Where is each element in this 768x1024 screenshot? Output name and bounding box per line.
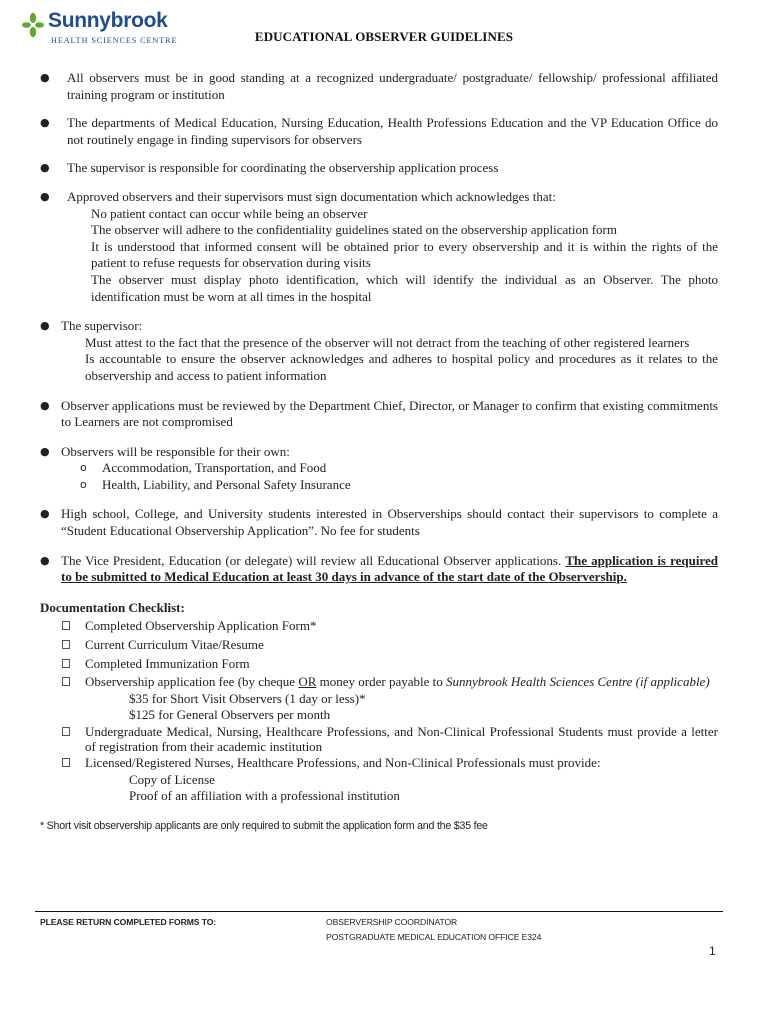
bullet-observer-responsibilities <box>40 444 718 461</box>
acknowledgement-item: No patient contact can occur while being an observer <box>91 205 368 221</box>
footnote: * Short visit observership applicants are only required to submit the application form and the $35 fee <box>40 819 488 832</box>
bullet-icon: ● <box>40 319 50 333</box>
checkbox-icon <box>62 677 70 686</box>
list-item-text: Accommodation, Transportation, and Food <box>102 460 327 476</box>
checklist-item-cv <box>40 637 718 654</box>
checklist-text: Completed Immunization Form <box>85 655 250 671</box>
bullet-text: Observers will be responsible for their own: <box>61 443 290 459</box>
checklist-text: Observership application fee (by cheque <box>85 674 299 690</box>
bullet-approved-observers <box>40 189 718 206</box>
checkbox-icon <box>62 727 70 736</box>
checklist-text: Undergraduate Medical, Nursing, Healthcare Professions, and Non-Clinical Professional Students must provide a letter of registration from their academic institution <box>85 724 718 754</box>
page-number: 1 <box>709 944 716 958</box>
bullet-text: All observers must be in good standing at a recognized undergraduate/ postgraduate/ fellowship/ professional affiliated training program or institution <box>67 70 718 102</box>
return-address <box>326 915 541 945</box>
checklist-item-licensed <box>40 755 718 772</box>
footer-divider <box>35 911 723 912</box>
checkbox-icon <box>62 758 70 767</box>
address-line: POSTGRADUATE MEDICAL EDUCATION OFFICE E324 <box>326 932 542 942</box>
bullet-text: Observer applications must be reviewed by the Department Chief, Director, or Manager to confirm that existing commitments to Learners are not compromised <box>61 397 718 430</box>
return-label: PLEASE RETURN COMPLETED FORMS TO: <box>40 917 217 927</box>
or-emphasis: OR <box>298 674 317 690</box>
license-requirement: Proof of an affiliation with a professional institution <box>129 788 400 804</box>
bullet-text: High school, College, and University students interested in Observerships should contact their supervisors to complete a “Student Educational Observership Application”. No fee for students <box>61 506 718 539</box>
checkbox-icon <box>62 659 70 668</box>
logo-subtitle: HEALTH SCIENCES CENTRE <box>51 36 178 45</box>
responsibility-list <box>40 460 718 493</box>
bullet-icon: ● <box>40 553 50 567</box>
page-title: EDUCATIONAL OBSERVER GUIDELINES <box>254 29 514 44</box>
address-line: OBSERVERSHIP COORDINATOR <box>326 917 458 927</box>
bullet-text: The departments of Medical Education, Nursing Education, Health Professions Education and the VP Education Office do not routinely engage in finding supervisors for observers <box>67 115 718 147</box>
circle-bullet-icon: o <box>80 461 87 475</box>
supervisor-item: Must attest to the fact that the presence of the observer will not detract from the teaching of other registered learners <box>85 334 690 350</box>
checklist-title: Documentation Checklist: <box>40 599 185 615</box>
bullet-icon: ● <box>40 444 50 458</box>
list-item <box>80 477 718 494</box>
bullet-icon: ● <box>40 398 50 412</box>
bullet-icon: ● <box>40 507 50 521</box>
bullet-text: The Vice President, Education (or delegate) will review all Educational Observer applications. <box>61 552 566 568</box>
bullet-supervisor <box>40 318 718 335</box>
checklist-text: money order payable to <box>316 674 446 690</box>
bullet-supervisor-coordinating <box>40 160 718 177</box>
bullet-icon: ● <box>40 161 50 175</box>
logo-name: Sunnybrook <box>48 9 168 32</box>
checklist-text: Current Curriculum Vitae/Resume <box>85 637 264 653</box>
circle-bullet-icon: o <box>80 477 87 491</box>
bullet-vp-review <box>40 553 718 586</box>
checklist-item-fee <box>40 674 718 691</box>
payee-name: Sunnybrook Health Sciences Centre (if applicable) <box>446 674 710 690</box>
bullet-icon: ● <box>40 116 50 130</box>
checkbox-icon <box>62 640 70 649</box>
list-item <box>80 460 718 477</box>
checklist-text: Licensed/Registered Nurses, Healthcare Professions, and Non-Clinical Professionals must provide: <box>85 755 601 770</box>
checklist-item-application-form <box>40 618 718 635</box>
bullet-icon: ● <box>40 71 50 84</box>
bullet-text: The supervisor is responsible for coordinating the observership application process <box>67 160 499 176</box>
bullet-icon: ● <box>40 189 50 203</box>
bullet-students <box>40 506 718 539</box>
bullet-text: Approved observers and their supervisors must sign documentation which acknowledges that: <box>67 188 556 204</box>
checkbox-icon <box>62 621 70 630</box>
deadline-emphasis: The application is required to be submitted to Medical Education at least 30 days in advance of the start date of the Observership. <box>61 552 718 585</box>
checklist-item-registration-letter <box>40 724 718 754</box>
bullet-good-standing <box>40 70 718 103</box>
guidelines-body <box>40 70 718 834</box>
supervisor-item: Is accountable to ensure the observer acknowledges and adheres to hospital policy and procedures as it relates to the observership and access to patient information <box>85 351 718 383</box>
license-requirement: Copy of License <box>129 771 215 787</box>
acknowledgement-item: The observer must display photo identification, which will identify the individual as an Observer. The photo identification must be worn at all times in the hospital <box>91 271 718 304</box>
list-item-text: Health, Liability, and Personal Safety Insurance <box>102 476 351 492</box>
checklist-item-immunization <box>40 656 718 673</box>
acknowledgement-item: It is understood that informed consent will be obtained prior to every observership and it is within the rights of the patient to refuse requests for observation during visits <box>91 238 718 271</box>
fee-general: $125 for General Observers per month <box>129 707 331 723</box>
bullet-applications-reviewed <box>40 398 718 431</box>
checklist-text: Completed Observership Application Form* <box>85 618 317 634</box>
bullet-text: The supervisor: <box>61 318 143 334</box>
fee-short-visit: $35 for Short Visit Observers (1 day or less)* <box>129 690 366 706</box>
acknowledgement-item: The observer will adhere to the confidentiality guidelines stated on the observership application form <box>91 222 617 238</box>
bullet-departments <box>40 115 718 148</box>
